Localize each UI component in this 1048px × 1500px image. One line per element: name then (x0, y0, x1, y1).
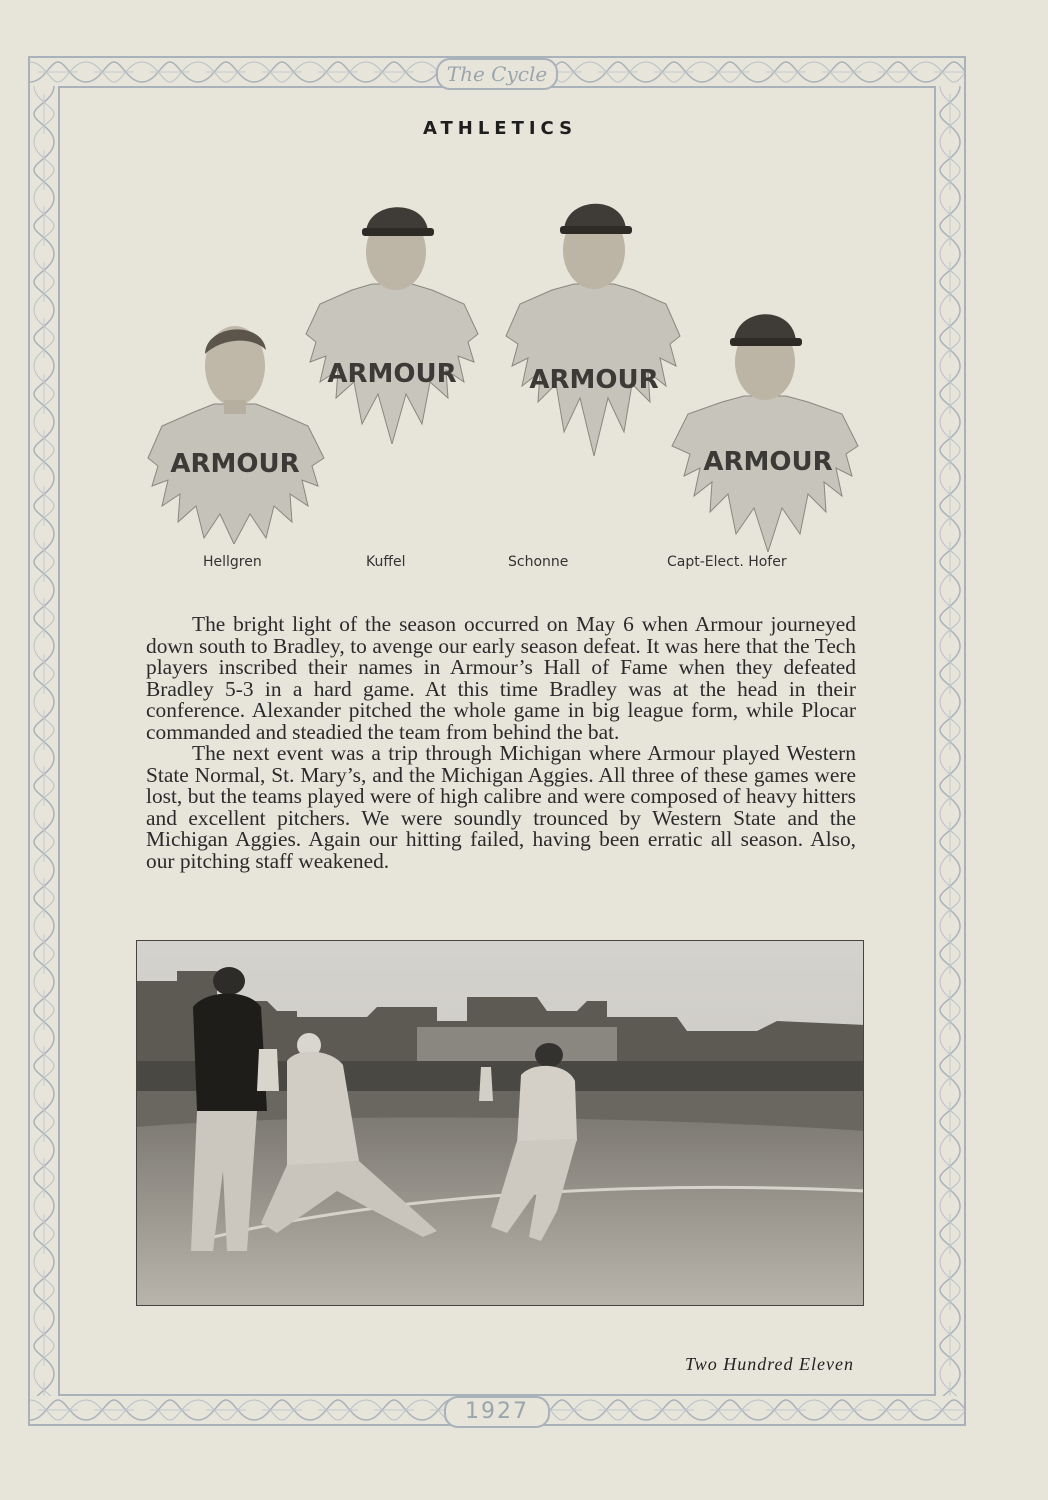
portrait-schonne (502, 188, 684, 456)
baseball-game-photo (136, 940, 864, 1306)
portrait-hellgren (142, 308, 328, 544)
border-ornament-left (30, 86, 58, 1396)
paragraph-2: The next event was a trip through Michigan where Armour played Western State Normal, St. Mary’s, and the Michigan Aggies. All three of these games were lost, but the teams played were of high calibre and were composed of heavy hitters and excellent pitchers. We were soundly trounced by Western State and the Michigan Aggies. Again our hitting failed, having been erratic all season. Also, our pitching staff weakened. (146, 741, 856, 873)
portrait-kuffel (302, 192, 482, 444)
portrait-hofer (668, 298, 862, 552)
player-name-hofer: Capt-Elect. Hofer (667, 554, 787, 570)
player-name-kuffel: Kuffel (366, 554, 406, 570)
paragraph-1: The bright light of the season occurred on May 6 when Armour journeyed down south to Bradley, to avenge our early season defeat. It was here that the Tech players inscribed their names in Armour’s Hall of Fame when they defeated Bradley 5-3 in a hard game. At this time Bradley was at the head in their conference. Alexander pitched the whole game in big league form, while Plocar commanded and steadied the team from behind the bat. (146, 612, 856, 744)
jersey-lettering: ARMOUR (529, 365, 659, 395)
player-name-hellgren: Hellgren (203, 554, 262, 570)
jersey-lettering: ARMOUR (327, 359, 457, 389)
header-cartouche: The Cycle (436, 58, 558, 90)
player-name-schonne: Schonne (508, 554, 569, 570)
footer-year-cartouche: 1927 (444, 1396, 550, 1428)
border-ornament-right (936, 86, 964, 1396)
jersey-lettering: ARMOUR (170, 449, 300, 479)
page-number: Two Hundred Eleven (685, 1354, 854, 1374)
section-title: ATHLETICS (422, 118, 578, 139)
jersey-lettering: ARMOUR (703, 447, 833, 477)
article-text (146, 614, 856, 872)
